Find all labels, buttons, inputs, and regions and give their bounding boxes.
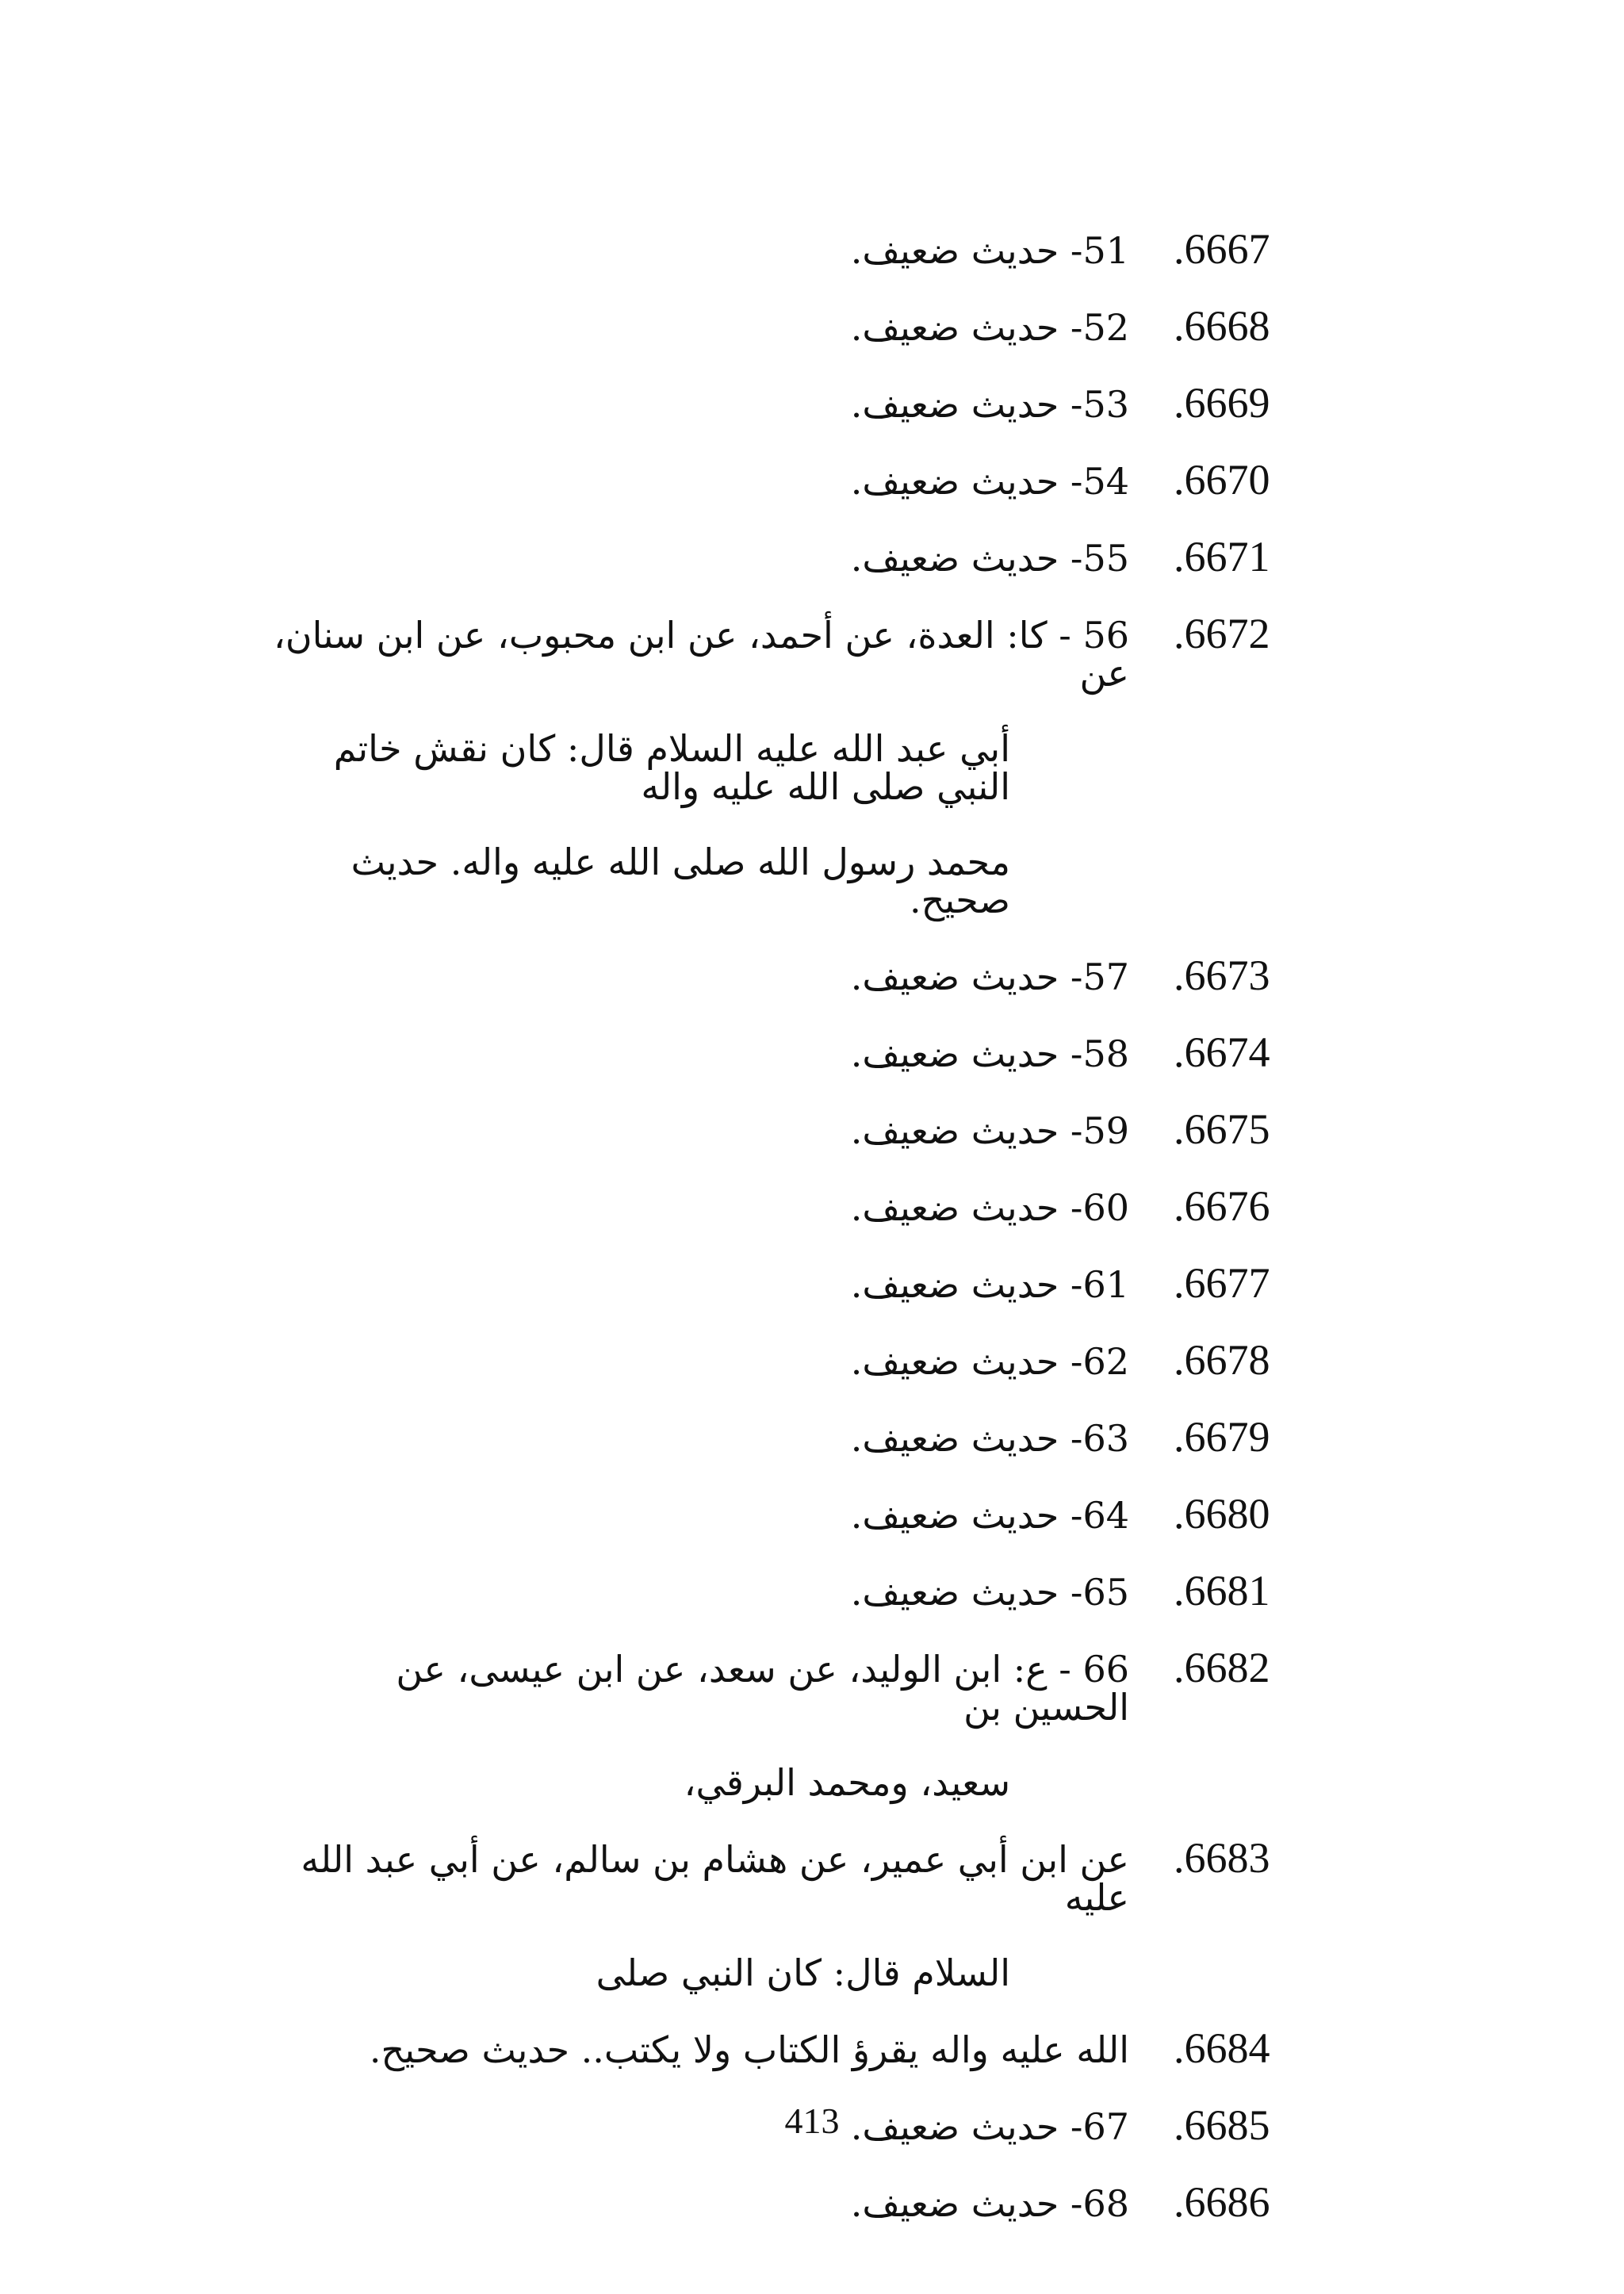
entry-number: .6669 xyxy=(1174,379,1270,427)
entry-text: 59- حديث ضعيف. xyxy=(850,1109,1129,1152)
list-item xyxy=(270,1028,1293,1076)
list-item xyxy=(270,1259,1293,1307)
entry-text: 53- حديث ضعيف. xyxy=(850,383,1129,426)
entry-text xyxy=(270,616,1174,919)
list-item xyxy=(270,1413,1293,1461)
entry-number: .6681 xyxy=(1174,1567,1270,1614)
entry-number: .6684 xyxy=(1174,2024,1270,2072)
entry-number: .6668 xyxy=(1174,302,1270,350)
page-number: 413 xyxy=(784,2101,840,2141)
entry-text: 64- حديث ضعيف. xyxy=(850,1494,1129,1537)
entry-text: الله عليه واله يقرؤ الكتاب ولا يكتب.. حديث صحيح. xyxy=(369,2028,1129,2071)
entry-text: 52- حديث ضعيف. xyxy=(850,306,1129,349)
entry-continuation-line: أبي عبد الله عليه السلام قال: كان نقش خاتم النبي صلى الله عليه واله xyxy=(333,727,1010,808)
entry-text xyxy=(270,1840,1174,1992)
list-item xyxy=(270,610,1293,921)
entry-number: .6685 xyxy=(1174,2101,1270,2149)
entry-text: 51- حديث ضعيف. xyxy=(850,229,1129,272)
entry-number: .6672 xyxy=(1174,610,1270,657)
entry-number: .6670 xyxy=(1174,456,1270,504)
entry-text xyxy=(270,1650,1174,1802)
entry-number: .6674 xyxy=(1174,1028,1270,1076)
entry-number: .6679 xyxy=(1174,1413,1270,1461)
entry-text: 62- حديث ضعيف. xyxy=(850,1340,1129,1383)
list-item xyxy=(270,2178,1293,2226)
list-item xyxy=(270,2024,1293,2072)
entry-continuation-line: السلام قال: كان النبي صلى xyxy=(596,1951,1010,1994)
entry-number: .6682 xyxy=(1174,1644,1270,1691)
entry-text: 57- حديث ضعيف. xyxy=(850,956,1129,998)
list-item xyxy=(270,456,1293,504)
entry-number: .6683 xyxy=(1174,1834,1270,1882)
list-item xyxy=(270,533,1293,580)
entry-text: 61- حديث ضعيف. xyxy=(850,1263,1129,1306)
entry-number: .6667 xyxy=(1174,225,1270,273)
entry-number: .6677 xyxy=(1174,1259,1270,1307)
entry-number: .6680 xyxy=(1174,1490,1270,1538)
entry-number: .6676 xyxy=(1174,1182,1270,1230)
entry-text: 63- حديث ضعيف. xyxy=(850,1417,1129,1460)
entry-text: 55- حديث ضعيف. xyxy=(850,537,1129,580)
list-item xyxy=(270,1567,1293,1614)
list-item xyxy=(270,1182,1293,1230)
entry-text: 67- حديث ضعيف. xyxy=(850,2105,1129,2148)
entry-number: .6671 xyxy=(1174,533,1270,580)
entry-line: 66 - ع: ابن الوليد، عن سعد، عن ابن عيسى، عن الحسين بن xyxy=(396,1648,1129,1729)
entry-text: 65- حديث ضعيف. xyxy=(850,1571,1129,1614)
entry-number: .6686 xyxy=(1174,2178,1270,2226)
entry-text: 54- حديث ضعيف. xyxy=(850,460,1129,503)
entry-text: 68- حديث ضعيف. xyxy=(850,2182,1129,2225)
hadith-entry-list xyxy=(270,225,1293,2260)
entry-line: عن ابن أبي عمير، عن هشام بن سالم، عن أبي عبد الله عليه xyxy=(301,1838,1129,1919)
list-item xyxy=(270,379,1293,427)
entry-number: .6675 xyxy=(1174,1105,1270,1153)
list-item xyxy=(270,1336,1293,1384)
list-item xyxy=(270,952,1293,999)
entry-continuation-line: سعيد، ومحمد البرقي، xyxy=(684,1761,1010,1804)
list-item xyxy=(270,302,1293,350)
entry-text: 60- حديث ضعيف. xyxy=(850,1186,1129,1229)
entry-continuation-line: محمد رسول الله صلى الله عليه واله. حديث صحيح. xyxy=(350,841,1010,921)
entry-line: 56 - كا: العدة، عن أحمد، عن ابن محبوب، عن ابن سنان، عن xyxy=(273,614,1129,695)
list-item xyxy=(270,225,1293,273)
list-item xyxy=(270,1490,1293,1538)
list-item xyxy=(270,1644,1293,1804)
entry-number: .6673 xyxy=(1174,952,1270,999)
entry-text: 58- حديث ضعيف. xyxy=(850,1032,1129,1075)
entry-number: .6678 xyxy=(1174,1336,1270,1384)
list-item xyxy=(270,1834,1293,1994)
list-item xyxy=(270,1105,1293,1153)
